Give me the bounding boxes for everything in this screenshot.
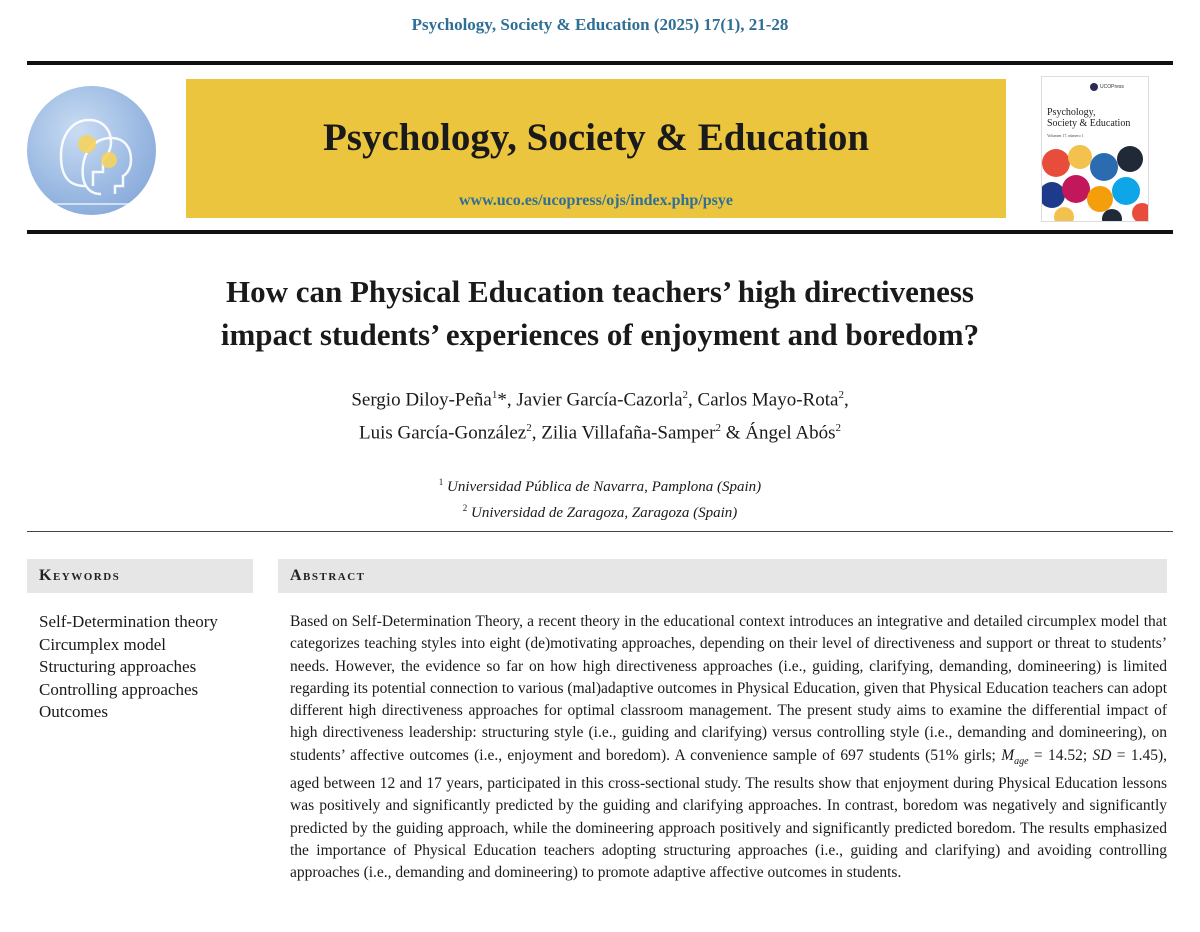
- cover-subtitle: Volumen 17, número 1: [1047, 133, 1084, 138]
- cover-heads-illustration: [1042, 143, 1148, 221]
- keyword-item: Controlling approaches: [39, 679, 199, 699]
- affiliation-marker: 2: [715, 422, 721, 435]
- mean-age-value: = 14.52;: [1028, 746, 1093, 764]
- keyword-item: Structuring approaches: [39, 657, 197, 676]
- affiliation-marker: 1: [491, 389, 498, 401]
- cover-title-line-2: Society & Education: [1047, 118, 1131, 129]
- section-divider: [27, 531, 1173, 532]
- author: Ángel Abós: [745, 422, 836, 444]
- ucopress-logo-icon: [1090, 83, 1098, 91]
- two-heads-lightbulb-icon: [27, 86, 156, 215]
- article-title-line-1: How can Physical Education teachers’ high directiveness: [226, 274, 974, 309]
- affiliation-number: 1: [438, 477, 444, 487]
- affiliation-marker: 2: [526, 422, 532, 435]
- abstract-part-2: = 1.45), aged between 12 and 17 years, participated in this cross-sectional study. The results show that enjoyment during Physical Education lessons was positively and significantly predicted by the guiding and clarifying approaches. In contrast, boredom was negatively and significantly predicted by the guiding approach, while the domineering approach positively and significantly predicted boredom. The results emphasized the importance of Physical Education teachers adopting structuring approaches (i.e., guiding and clarifying) and avoiding controlling approaches (i.e., demanding and domineering) to promote adaptive affective outcomes in students.: [290, 746, 1167, 882]
- author: Carlos Mayo-Rota: [697, 389, 839, 411]
- article-title: [0, 270, 1200, 356]
- journal-url-link[interactable]: www.uco.es/ucopress/ojs/index.php/psye: [459, 192, 733, 209]
- author: Javier García-Cazorla: [516, 389, 683, 411]
- abstract-heading: Abstract: [278, 559, 1167, 593]
- keyword-item: Self-Determination theory: [39, 612, 218, 631]
- affiliation-marker: 2: [682, 389, 689, 401]
- author-list: Sergio Diloy-Peña$^1$*, Javier García-Cazorla$^2$, Carlos Mayo-Rota$^2$, Luis García-González$^2$, Zilia Villafaña-Samper$^2$ & Ángel Abós$^2$: [351, 389, 849, 444]
- author: Zilia Villafaña-Samper: [541, 422, 716, 444]
- keywords-list: [39, 611, 218, 724]
- journal-cover-image: [1041, 76, 1149, 222]
- sd-symbol: SD: [1092, 746, 1112, 764]
- abstract-part-1: Based on Self-Determination Theory, a recent theory in the educational context introduces an integrative and detailed circumplex model that categorizes teaching styles into eight (de)motivating approaches, depending on their level of directiveness and support or threat to students’ needs. However, the evidence so far on how high directiveness approaches (i.e., guiding, clarifying, demanding, domineering) is limited regarding its potential connection to various (mal)adaptive outcomes in Physical Education, given that Physical Education teachers can adopt different high directiveness approaches for optimal classroom management. The present study aims to examine the differential impact of high directiveness leadership: structuring style (i.e., guiding and clarifying) versus controlling style (i.e., demanding and domineering), on students’ affective outcomes (i.e., enjoyment and boredom). A convenience sample of 697 students (51% girls;: [290, 613, 1167, 764]
- journal-citation: Psychology, Society & Education (2025) 17(1), 21-28: [411, 15, 789, 34]
- affiliation: Universidad de Zaragoza, Zaragoza (Spain): [470, 505, 738, 521]
- abstract-text: [290, 611, 1167, 885]
- cover-title: [1047, 107, 1130, 129]
- keyword-item: Outcomes: [39, 702, 108, 721]
- affiliation-marker: 2: [835, 422, 841, 435]
- cover-logo-text: UCOPress: [1100, 84, 1124, 90]
- mean-age-symbol: M: [1001, 746, 1015, 764]
- affiliation-marker: 2: [838, 389, 844, 401]
- keyword-item: Circumplex model: [39, 634, 167, 654]
- affiliation-list: [0, 472, 1200, 524]
- journal-banner: [186, 79, 1006, 218]
- header-bottom-rule: [27, 230, 1173, 234]
- top-rule: [27, 61, 1173, 65]
- affiliation: Universidad Pública de Navarra, Pamplona (Spain): [447, 479, 762, 495]
- affiliation-number: 2: [462, 503, 468, 513]
- author: Luis García-González: [359, 422, 527, 444]
- cover-title-line-1: Psychology,: [1047, 107, 1096, 118]
- author: Sergio Diloy-Peña: [351, 389, 492, 411]
- journal-logo: [27, 86, 156, 215]
- article-title-line-2: impact students’ experiences of enjoyment and boredom?: [220, 317, 980, 352]
- mean-age-subscript: age: [1014, 755, 1029, 767]
- keywords-heading: Keywords: [27, 559, 253, 593]
- corresponding-author-mark: *: [497, 389, 507, 411]
- banner-title: Psychology, Society & Education: [322, 116, 870, 159]
